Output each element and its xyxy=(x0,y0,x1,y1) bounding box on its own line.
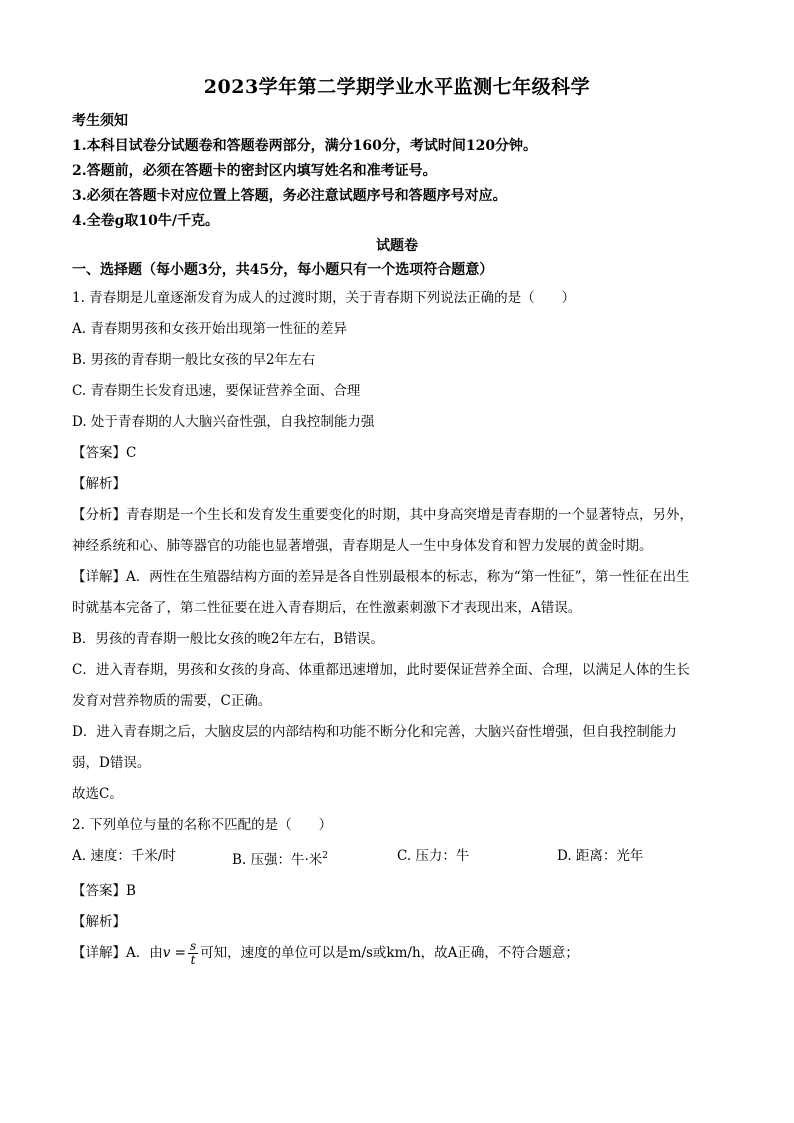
formula-numerator: s xyxy=(189,939,197,953)
question-1-analysis-line: 【详解】A．两性在生殖器结构方面的差异是各自性别最根本的标志，称为“第一性征”，第一性征在出生 xyxy=(72,569,690,585)
question-1-analysis-line: 【分析】青春期是一个生长和发育发生重要变化的时期，其中身高突增是青春期的一个显著特点，另外， xyxy=(72,507,693,523)
question-1-option-c: C. 青春期生长发育迅速，要保证营养全面、合理 xyxy=(72,383,361,399)
detail-prefix: 【详解】A．由 xyxy=(72,945,163,961)
question-2-option-a: A. 速度：千米/时 xyxy=(72,848,176,864)
question-2-answer: 【答案】B xyxy=(72,883,136,899)
notice-item: 4.全卷g取10牛/千克。 xyxy=(72,213,219,229)
question-1-option-a: A. 青春期男孩和女孩开始出现第一性征的差异 xyxy=(72,321,347,337)
question-2-option-b-text: B. 压强：牛·米 xyxy=(232,852,323,868)
notice-item: 2.答题前，必须在答题卡的密封区内填写姓名和准考证号。 xyxy=(72,163,437,179)
question-2-analysis-label: 【解析】 xyxy=(72,914,126,930)
question-1-option-d: D. 处于青春期的人大脑兴奋性强，自我控制能力强 xyxy=(72,414,375,430)
notice-item: 1.本科目试卷分试题卷和答题卷两部分，满分160分，考试时间120分钟。 xyxy=(72,138,538,154)
question-1-analysis-line: 弱，D错误。 xyxy=(72,755,151,771)
question-2-detail xyxy=(72,938,722,969)
question-1-analysis-line: 时就基本完备了，第二性征要在进入青春期后，在性激素刺激下才表现出来，A错误。 xyxy=(72,600,582,616)
question-1-analysis-line: B．男孩的青春期一般比女孩的晚2年左右，B错误。 xyxy=(72,631,384,647)
notice-item: 3.必须在答题卡对应位置上答题，务必注意试题序号和答题序号对应。 xyxy=(72,188,507,204)
question-1-option-b: B. 男孩的青春期一般比女孩的早2年左右 xyxy=(72,352,316,368)
question-2-options xyxy=(72,841,722,876)
question-2-option-d: D. 距离：光年 xyxy=(557,848,644,864)
question-1-analysis-label: 【解析】 xyxy=(72,476,126,492)
question-1-answer: 【答案】C xyxy=(72,445,137,461)
question-2-option-c: C. 压力：牛 xyxy=(397,848,470,864)
question-1-analysis-line: 神经系统和心、肺等器官的功能也显著增强，青春期是人一生中身体发育和智力发展的黄金时期。 xyxy=(72,538,653,554)
question-1-analysis-line: C．进入青春期，男孩和女孩的身高、体重都迅速增加，此时要保证营养全面、合理，以满足人体的生长 xyxy=(72,662,690,678)
question-1-stem: 1. 青春期是儿童逐渐发育为成人的过渡时期，关于青春期下列说法正确的是（ ） xyxy=(72,290,576,306)
question-1-analysis-line: D．进入青春期之后，大脑皮层的内部结构和功能不断分化和完善，大脑兴奋性增强，但自我控制能力 xyxy=(72,724,677,740)
question-2-option-b xyxy=(232,841,397,876)
notice-heading: 考生须知 xyxy=(72,113,128,129)
question-1-analysis-line: 发育对营养物质的需要，C正确。 xyxy=(72,693,272,709)
paper-label: 试题卷 xyxy=(376,238,418,254)
formula-lhs: v = xyxy=(162,945,186,961)
question-2-stem: 2. 下列单位与量的名称不匹配的是（ ） xyxy=(72,817,333,833)
detail-suffix: 可知，速度的单位可以是m/s或km/h，故A正确，不符合题意； xyxy=(200,945,579,961)
superscript: 2 xyxy=(322,851,329,861)
question-1-analysis-line: 故选C。 xyxy=(72,786,123,802)
formula-denominator: t xyxy=(190,953,196,967)
exam-title: 2023学年第二学期学业水平监测七年级科学 xyxy=(203,76,591,98)
formula-fraction xyxy=(188,940,198,967)
section-heading: 一、选择题（每小题3分，共45分，每小题只有一个选项符合题意） xyxy=(72,262,494,278)
